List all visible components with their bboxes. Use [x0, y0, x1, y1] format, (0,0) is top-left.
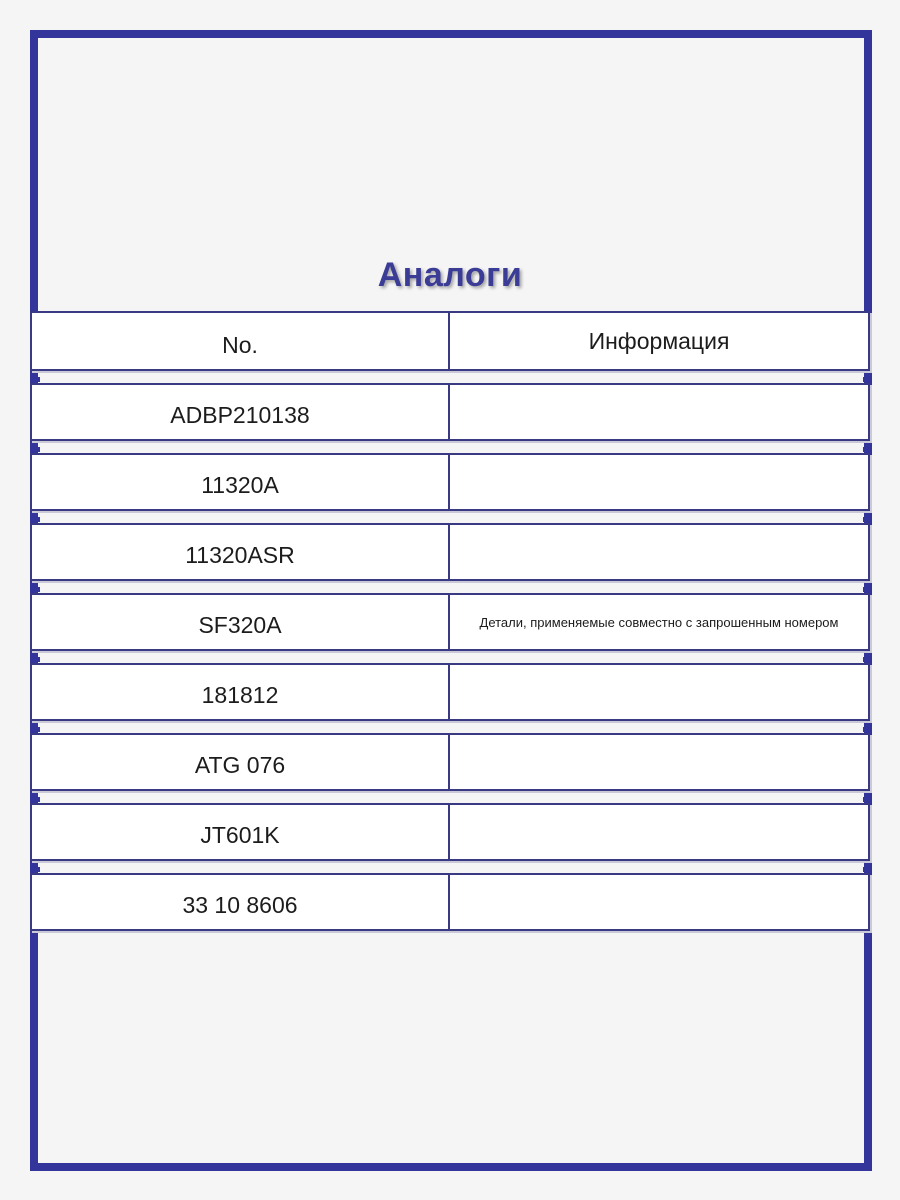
row-marker	[35, 797, 40, 802]
part-info	[450, 665, 868, 719]
part-info	[450, 385, 868, 439]
row-marker	[35, 587, 40, 592]
part-number: JT601K	[32, 805, 450, 859]
row-marker	[35, 867, 40, 872]
table-row	[30, 593, 870, 651]
row-marker	[35, 377, 40, 382]
row-marker	[863, 447, 868, 452]
row-marker	[35, 447, 40, 452]
part-info	[450, 805, 868, 859]
row-marker	[35, 727, 40, 732]
part-info	[450, 525, 868, 579]
part-number: SF320A	[32, 595, 450, 649]
part-info	[450, 455, 868, 509]
page-title: Аналоги	[377, 256, 523, 294]
part-number: 11320ASR	[32, 525, 450, 579]
row-marker	[863, 867, 868, 872]
row-marker	[35, 517, 40, 522]
row-marker	[863, 377, 868, 382]
table-row	[30, 453, 870, 511]
row-marker	[863, 797, 868, 802]
part-info	[450, 875, 868, 929]
table-header-row	[30, 311, 870, 371]
table-row	[30, 383, 870, 441]
part-number: 181812	[32, 665, 450, 719]
part-number: ADBP210138	[32, 385, 450, 439]
part-number: ATG 076	[32, 735, 450, 789]
header-no: No.	[32, 313, 450, 369]
table-row	[30, 873, 870, 931]
row-marker	[35, 657, 40, 662]
part-info: Детали, применяемые совместно с запрошенным номером	[479, 614, 839, 630]
table-row	[30, 733, 870, 791]
row-marker	[863, 587, 868, 592]
table-row	[30, 523, 870, 581]
part-number: 11320A	[32, 455, 450, 509]
header-info: Информация	[588, 327, 730, 354]
analogs-table	[30, 311, 872, 943]
table-row	[30, 663, 870, 721]
part-number: 33 10 8606	[32, 875, 450, 929]
table-row	[30, 803, 870, 861]
part-info	[450, 735, 868, 789]
row-marker	[863, 517, 868, 522]
row-marker	[863, 727, 868, 732]
row-marker	[863, 657, 868, 662]
